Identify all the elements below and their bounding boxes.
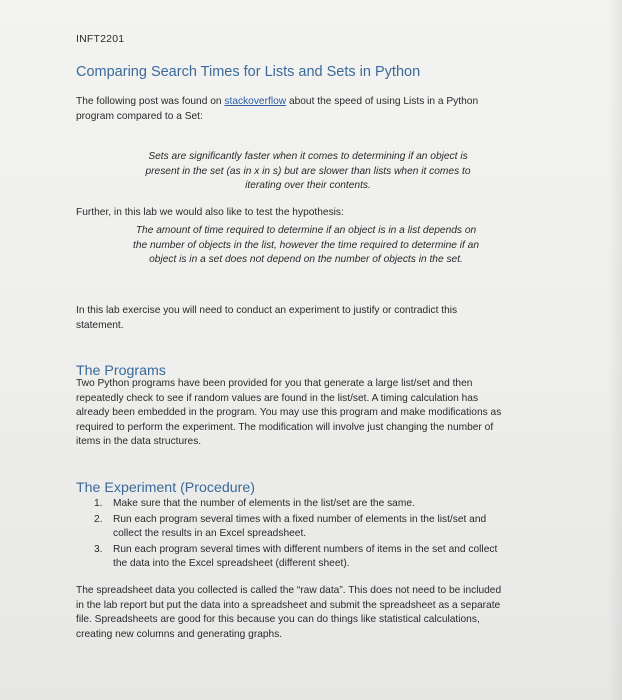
stackoverflow-link[interactable]: stackoverflow xyxy=(224,96,287,107)
page-title: Comparing Search Times for Lists and Sets in Python xyxy=(76,64,421,80)
intro-text-start: The following post was found on xyxy=(76,96,225,107)
step-text: Run each program several times with different numbers of items in the set and collect xyxy=(113,543,498,555)
raw-data-line: in the lab report but put the data into a spreadsheet and submit the spreadsheet as a separate xyxy=(76,599,501,611)
step-text: Make sure that the number of elements in the list/set are the same. xyxy=(113,498,415,509)
list-item xyxy=(94,497,497,512)
procedure-list xyxy=(94,497,497,573)
hypothesis-quote xyxy=(110,224,502,268)
step-number: 2. xyxy=(94,513,103,525)
intro-text-end: about the speed of using Lists in a Python xyxy=(286,96,479,107)
programs-paragraph xyxy=(76,377,501,450)
hypothesis-line: the number of objects in the list, however the time required to determine if an xyxy=(133,239,479,251)
course-code: INFT2201 xyxy=(76,33,125,45)
programs-line: Two Python programs have been provided for you that generate a large list/set and then xyxy=(76,378,473,389)
hypothesis-line: object is in a set does not depend on the number of objects in the set. xyxy=(149,254,463,265)
step-text-continued: the data into the Excel spreadsheet (different sheet). xyxy=(113,558,350,569)
hypothesis-line: The amount of time required to determine if an object is in a list depends on xyxy=(135,225,477,236)
intro-paragraph xyxy=(76,95,478,124)
raw-data-line: creating new columns and generating graphs. xyxy=(76,628,283,640)
exercise-paragraph xyxy=(76,304,457,333)
quote-line: present in the set (as in x in s) but are slower than lists when it comes to xyxy=(145,165,471,177)
stackoverflow-quote xyxy=(128,150,488,194)
step-text: Run each program several times with a fixed number of elements in the list/set and xyxy=(113,513,487,525)
list-item xyxy=(94,543,497,572)
raw-data-line: The spreadsheet data you collected is called the “raw data”. This does not need to be included xyxy=(76,585,502,596)
programs-line: repeatedly check to see if random values are found in the list/set. A timing calculation has xyxy=(76,392,479,404)
step-text-continued: collect the results in an Excel spreadsheet. xyxy=(113,528,307,539)
exercise-line: In this lab exercise you will need to conduct an experiment to justify or contradict this xyxy=(76,305,458,316)
experiment-heading: The Experiment (Procedure) xyxy=(76,480,255,496)
step-number: 1. xyxy=(94,498,103,509)
raw-data-line: file. Spreadsheets are good for this because you can do things like statistical calculations, xyxy=(76,614,480,625)
hypothesis-intro: Further, in this lab we would also like to test the hypothesis: xyxy=(76,207,344,218)
programs-heading: The Programs xyxy=(76,363,166,379)
list-item xyxy=(94,513,497,542)
quote-line: iterating over their contents. xyxy=(245,180,371,191)
programs-line: items in the data structures. xyxy=(76,436,202,447)
quote-line: Sets are significantly faster when it comes to determining if an object is xyxy=(148,151,468,162)
programs-line: already been embedded in the program. You may use this program and make modifications as xyxy=(76,407,502,418)
step-number: 3. xyxy=(94,543,103,555)
programs-line: required to perform the experiment. The modification will involve just changing the number of xyxy=(76,421,494,433)
raw-data-paragraph xyxy=(76,584,501,642)
intro-text-line2: program compared to a Set: xyxy=(76,110,203,122)
exercise-line: statement. xyxy=(76,319,124,331)
